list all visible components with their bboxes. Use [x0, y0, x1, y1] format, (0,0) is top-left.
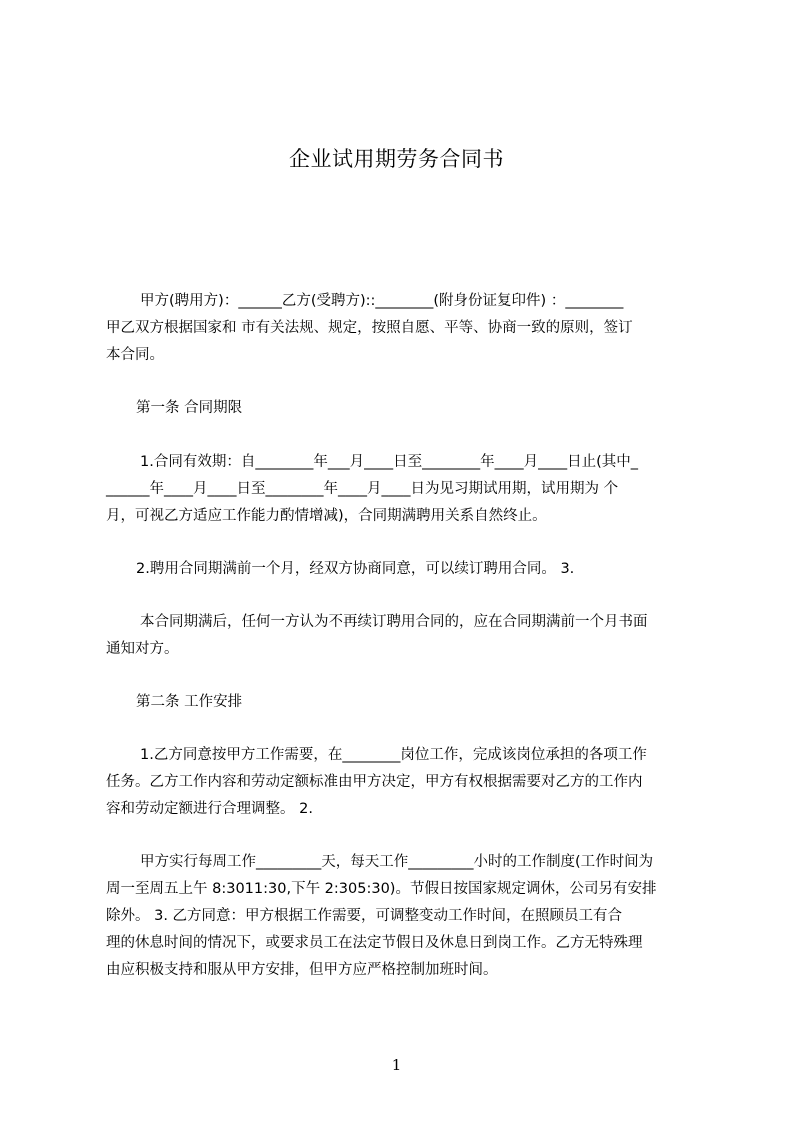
clause-line: 2.聘用合同期满前一个月，经双方协商同意，可以续订聘用合同。 3. — [136, 561, 575, 577]
clause-line: 月，可视乙方适应工作能力酌情增减)，合同期满聘用关系自然终止。 — [106, 508, 547, 524]
clause-line: 1.乙方同意按甲方工作需要，在________岗位工作，完成该岗位承担的各项工作 — [140, 747, 647, 763]
article-heading: 第二条 工作安排 — [136, 694, 243, 710]
clause-line: 1.合同有效期：自________年___月____日至________年____月____日止(其中_ — [140, 454, 638, 470]
clause-line: 通知对方。 — [106, 641, 179, 657]
clause-line: ______年____月____日至________年____月____日为见习期试用期，试用期为 个 — [106, 481, 619, 497]
article-heading: 第一条 合同期限 — [136, 400, 243, 416]
clause-line: 周一至周五上午 8:3011:30,下午 2:305:30)。节假日按国家规定调休，公司另有安排 — [106, 881, 657, 897]
clause-line: 容和劳动定额进行合理调整。 2. — [106, 801, 313, 817]
party-info-line: 甲方(聘用方)：______乙方(受聘方)::________(附身份证复印件) ：________ — [140, 293, 624, 309]
clause-line: 甲方实行每周工作_________天，每天工作_________小时的工作制度(工作时间为 — [140, 854, 654, 870]
preamble-line: 本合同。 — [106, 347, 164, 363]
clause-line: 由应积极支持和服从甲方安排，但甲方应严格控制加班时间。 — [106, 962, 498, 978]
clause-line: 理的休息时间的情况下，或要求员工在法定节假日及休息日到岗工作。乙方无特殊理 — [106, 935, 643, 951]
document-title: 企业试用期劳务合同书 — [289, 147, 504, 171]
page-number: 1 — [391, 1056, 402, 1074]
clause-line: 除外。 3. 乙方同意：甲方根据工作需要，可调整变动工作时间，在照顾员工有合 — [106, 908, 623, 924]
clause-line: 本合同期满后，任何一方认为不再续订聘用合同的，应在合同期满前一个月书面 — [140, 614, 648, 630]
clause-line: 任务。乙方工作内容和劳动定额标准由甲方决定，甲方有权根据需要对乙方的工作内 — [106, 774, 643, 790]
preamble-line: 甲乙双方根据国家和 市有关法规、规定，按照自愿、平等、协商一致的原则，签订 — [106, 320, 633, 336]
